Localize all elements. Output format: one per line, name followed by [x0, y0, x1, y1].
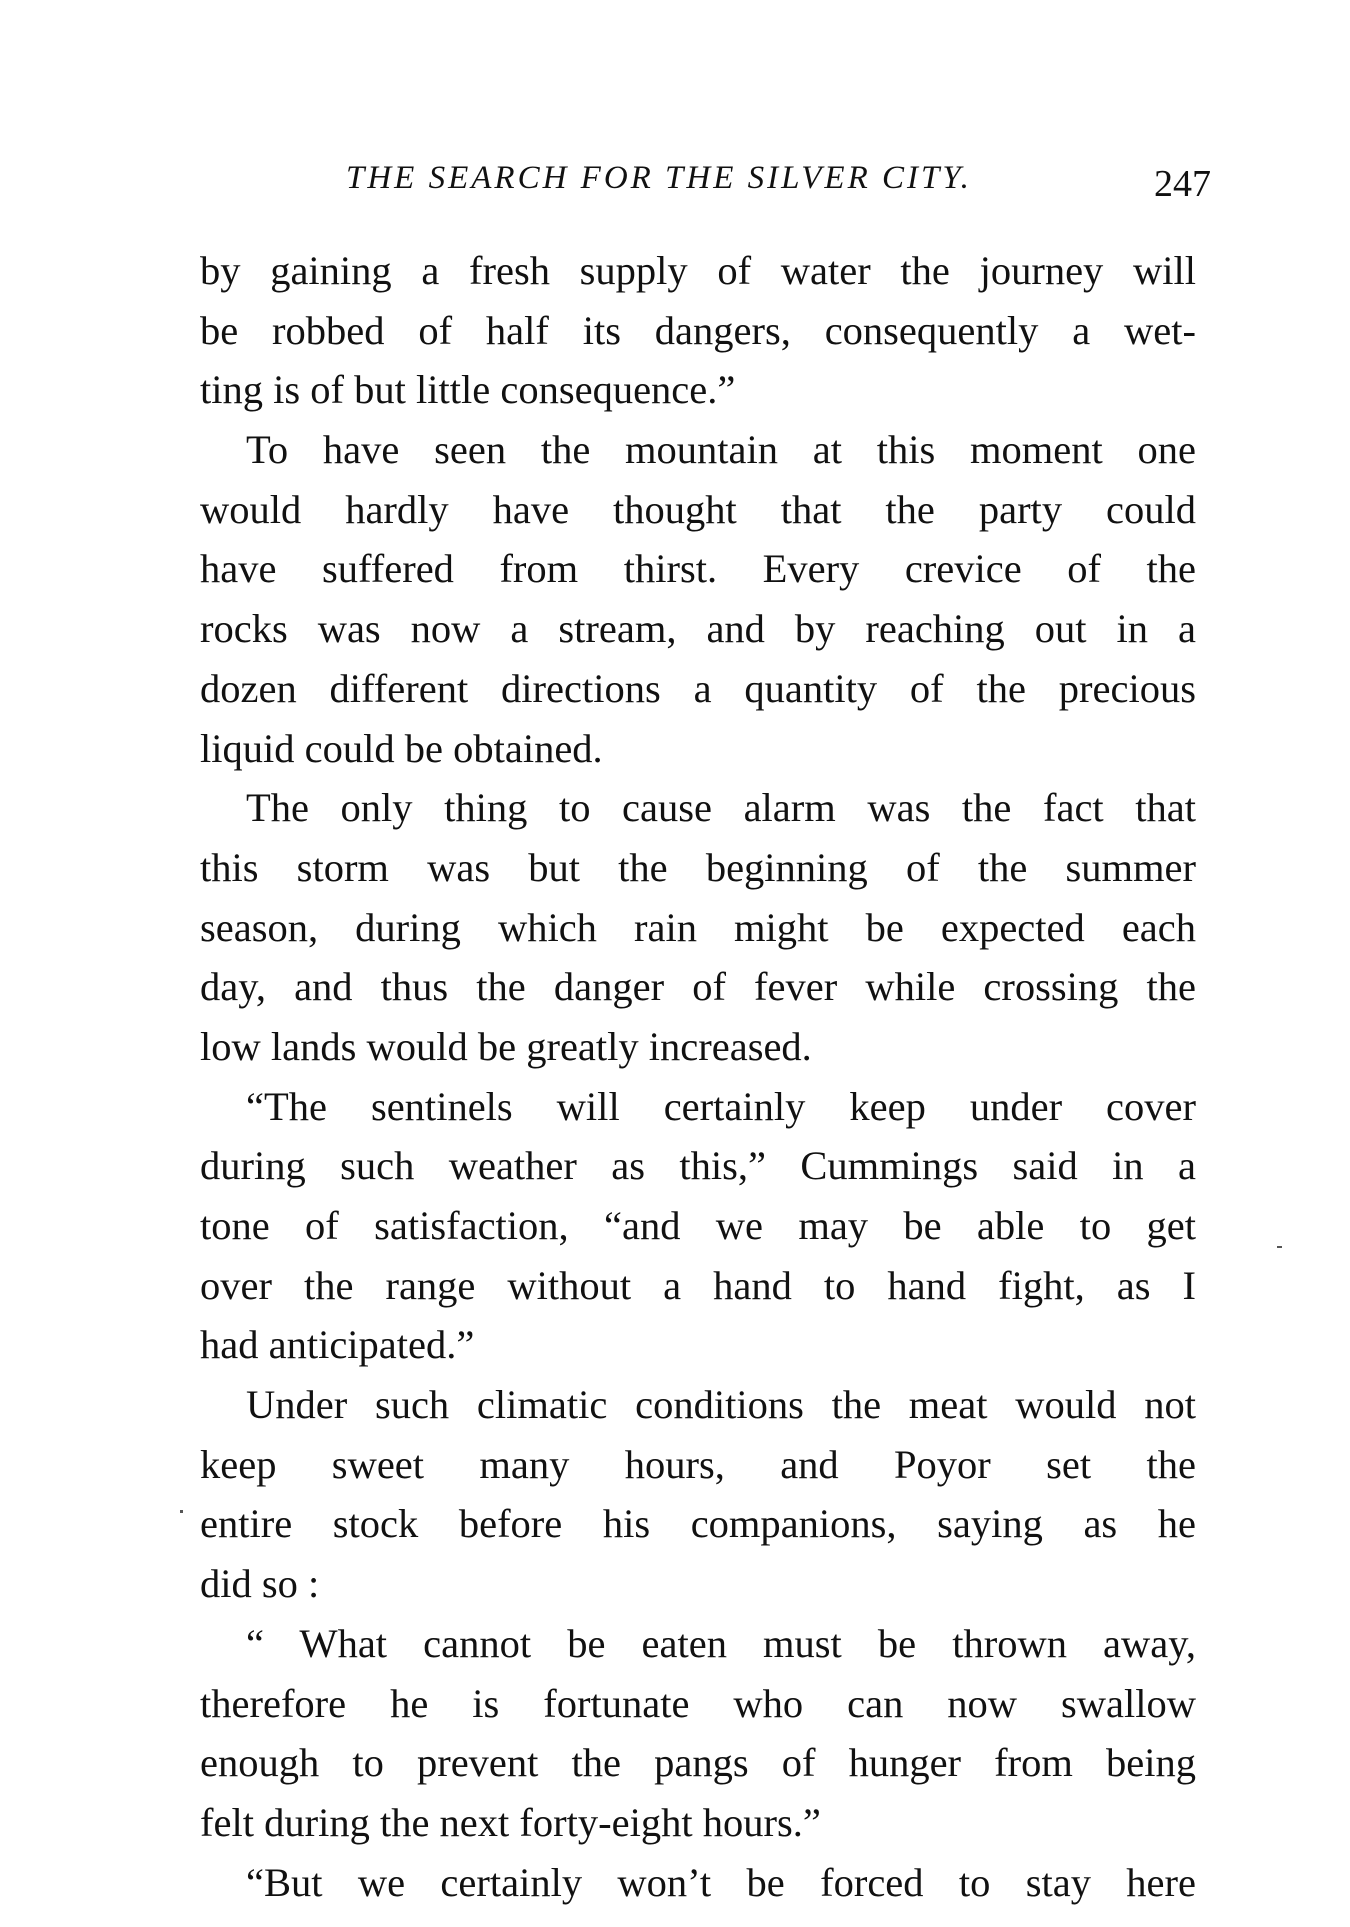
- text-line: have suffered from thirst. Every crevice of the: [200, 546, 1196, 592]
- text-line: felt during the next forty-eight hours.”: [200, 1799, 821, 1845]
- text-line: had anticipated.”: [200, 1322, 475, 1368]
- text-line: did so :: [200, 1561, 320, 1607]
- text-line: liquid could be obtained.: [200, 725, 603, 771]
- text-line: season, during which rain might be expected each: [200, 904, 1196, 950]
- text-line: rocks was now a stream, and by reaching out in a: [200, 606, 1196, 652]
- text-line: entire stock before his companions, saying as he: [200, 1501, 1196, 1547]
- text-line: by gaining a fresh supply of water the journey will: [200, 248, 1196, 293]
- text-line: therefore he is fortunate who can now swallow: [200, 1680, 1196, 1726]
- scan-speck: [1277, 1246, 1282, 1248]
- text-line: dozen different directions a quantity of the precious: [200, 665, 1196, 711]
- scan-speck: [180, 1510, 183, 1513]
- text-line: be robbed of half its dangers, consequently a wet-: [200, 307, 1196, 353]
- paragraph-start-line: To have seen the mountain at this moment one: [246, 427, 1196, 473]
- text-line: day, and thus the danger of fever while crossing the: [200, 964, 1196, 1010]
- paragraph-start-line: “ What cannot be eaten must be thrown away,: [246, 1620, 1196, 1666]
- page-number: 247: [1154, 163, 1211, 205]
- text-line: keep sweet many hours, and Poyor set the: [200, 1441, 1196, 1487]
- running-title: THE SEARCH FOR THE SILVER CITY.: [346, 160, 972, 196]
- text-line: this storm was but the beginning of the summer: [200, 844, 1196, 890]
- paragraph-start-line: “The sentinels will certainly keep under cover: [246, 1083, 1196, 1129]
- paragraph-start-line: The only thing to cause alarm was the fact that: [246, 785, 1196, 831]
- text-line: tone of satisfaction, “and we may be able to get: [200, 1203, 1196, 1248]
- paragraph-start-line: “But we certainly won’t be forced to stay here: [246, 1859, 1196, 1905]
- text-line: during such weather as this,” Cummings said in a: [200, 1143, 1196, 1189]
- text-line: enough to prevent the pangs of hunger from being: [200, 1740, 1196, 1786]
- running-header: [346, 160, 1211, 216]
- text-line: would hardly have thought that the party could: [200, 486, 1196, 532]
- body-text: [200, 241, 1196, 1912]
- paragraph-start-line: Under such climatic conditions the meat would not: [246, 1382, 1196, 1428]
- text-line: over the range without a hand to hand fight, as I: [200, 1262, 1196, 1308]
- text-line: low lands would be greatly increased.: [200, 1023, 812, 1069]
- text-line: ting is of but little consequence.”: [200, 367, 736, 413]
